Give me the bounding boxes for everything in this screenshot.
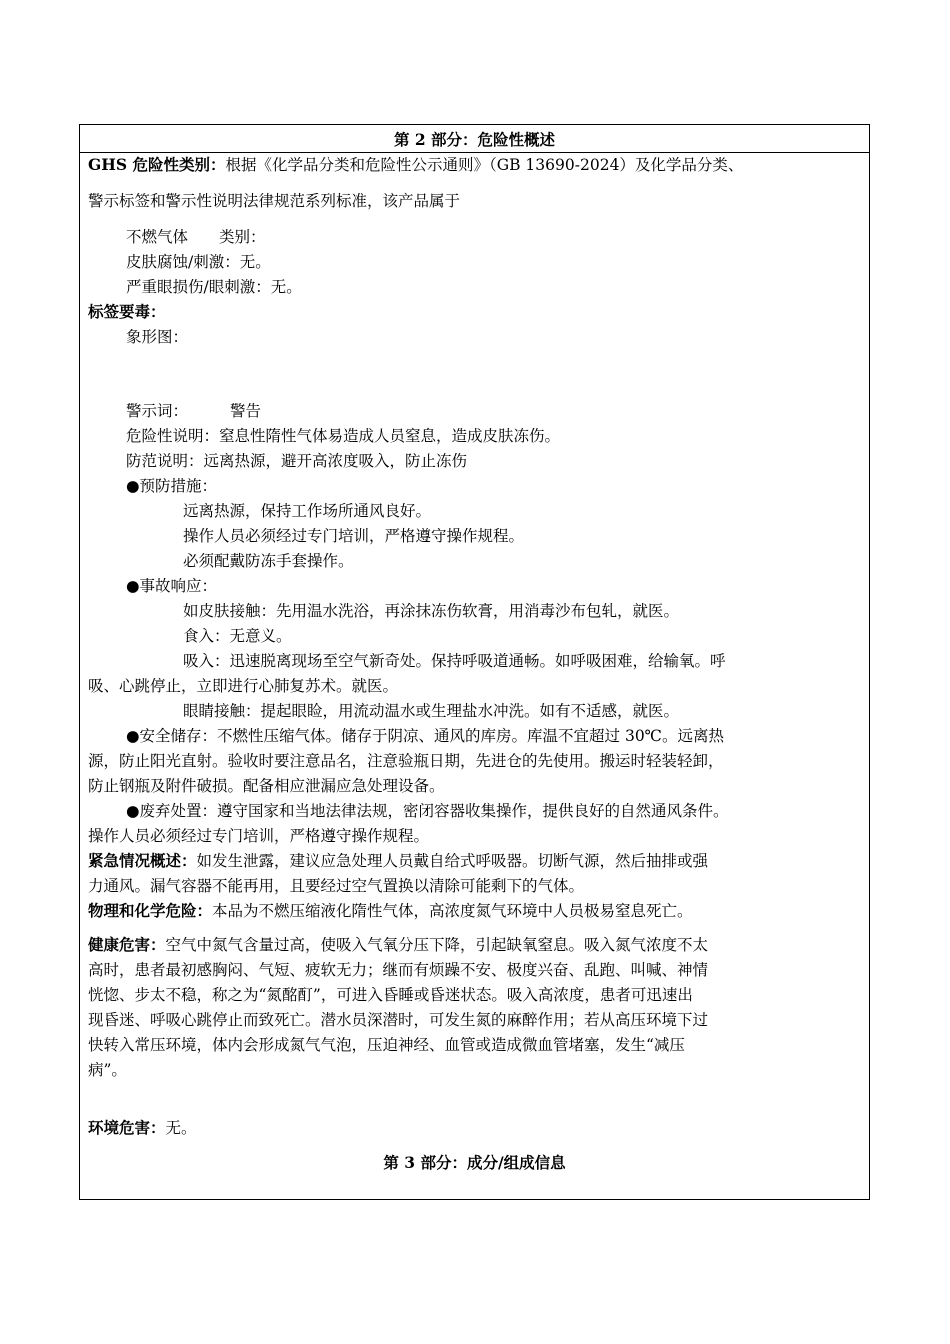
ghs-text-2: 警示标签和警示性说明法律规范系列标准，该产品属于 [88,192,461,210]
health-text-2: 高时，患者最初感胸闷、气短、疲软无力；继而有烦躁不安、极度兴奋、乱跑、叫喊、神情 [88,961,709,979]
health-line-1 [88,935,861,955]
prevention-title: ●预防措施： [126,477,218,495]
emergency-text-2: 力通风。漏气容器不能再用，且要经过空气置换以清除可能剩下的气体。 [88,877,585,895]
prevention-item: 必须配戴防冻手套操作。 [183,552,354,570]
env-text: 无。 [165,1119,197,1137]
response-eye: 眼睛接触：提起眼睑，用流动温水或生理盐水冲洗。如有不适感，就医。 [183,702,680,720]
physchem-label: 物理和化学危险： [88,901,213,920]
ghs-text-1: 根据《化学品分类和危险性公示通则》（GB 13690-2024）及化学品分类、 [225,156,744,174]
prevention-item: 操作人员必须经过专门培训，严格遵守操作规程。 [183,527,525,545]
divider [80,152,869,153]
precaution-statement: 防范说明：远离热源，避开高浓度吸入，防止冻伤 [126,452,468,470]
response-skin: 如皮肤接触：先用温水洗浴，再涂抹冻伤软膏，用消毒沙布包轧，就医。 [183,602,680,620]
env-line [88,1118,861,1138]
storage-1: ●安全储存：不燃性压缩气体。储存于阴凉、通风的库房。库温不宜超过 30℃。远离热 [126,727,725,745]
prevention-item: 远离热源，保持工作场所通风良好。 [183,502,432,520]
emergency-label: 紧急情况概述： [88,851,197,870]
response-inhale-1: 吸入：迅速脱离现场至空气新奇处。保持呼吸道通畅。如呼吸困难，给输氧。呼 [183,652,726,670]
health-text-3: 恍惚、步太不稳，称之为“氮酩酊”，可进入昏睡或昏迷状态。吸入高浓度，患者可迅速出 [88,986,693,1004]
pictogram-label: 象形图： [126,328,189,346]
physchem-line [88,901,861,921]
physchem-text: 本品为不燃压缩液化隋性气体，高浓度氮气环境中人员极易窒息死亡。 [212,902,693,920]
sds-section-box [79,124,870,1200]
class-eye: 严重眼损伤/眼刺激：无。 [126,278,302,296]
section3-title: 第 3 部分：成分/组成信息 [383,1153,566,1172]
class-nonflammable-gas: 不燃气体 类别： [126,228,266,246]
health-text-1: 空气中氮气含量过高，使吸入气氧分压下降，引起缺氧窒息。吸入氮气浓度不太 [165,936,709,954]
signal-word-line [126,401,861,421]
disposal-2: 操作人员必须经过专门培训，严格遵守操作规程。 [88,827,430,845]
health-text-5: 快转入常压环境，体内会形成氮气气泡，压迫神经、血管或造成微血管堵塞，发生“减压 [88,1036,685,1054]
label-title: 标签要毒： [88,302,166,321]
ghs-line-1 [88,155,861,175]
class-skin: 皮肤腐蚀/刺激：无。 [126,253,271,271]
emergency-line-1 [88,851,861,871]
hazard-statement: 危险性说明：窒息性隋性气体易造成人员窒息，造成皮肤冻伤。 [126,427,561,445]
emergency-text-1: 如发生泄露，建议应急处理人员戴自给式呼吸器。切断气源，然后抽排或强 [196,852,709,870]
response-title: ●事故响应： [126,577,218,595]
response-ingest: 食入：无意义。 [183,627,292,645]
env-label: 环境危害： [88,1118,166,1137]
section2-title: 第 2 部分：危险性概述 [393,130,556,149]
response-inhale-2: 吸、心跳停止，立即进行心肺复苏术。就医。 [88,677,399,695]
storage-3: 防止钢瓶及附件破损。配备相应泄漏应急处理设备。 [88,777,445,795]
health-text-4: 现昏迷、呼吸心跳停止而致死亡。潜水员深潜时，可发生氮的麻醉作用；若从高压环境下过 [88,1011,709,1029]
storage-2: 源，防止阳光直射。验收时要注意品名，注意验瓶日期，先进仓的先使用。搬运时轻装轻卸， [88,752,724,770]
health-label: 健康危害： [88,935,166,954]
signal-word: 警告 [230,402,262,420]
ghs-label: GHS 危险性类别： [88,155,226,174]
signal-word-label: 警示词： [126,402,189,420]
disposal-1: ●废弃处置：遵守国家和当地法律法规，密闭容器收集操作，提供良好的自然通风条件。 [126,802,729,820]
health-text-6: 病”。 [88,1061,127,1079]
